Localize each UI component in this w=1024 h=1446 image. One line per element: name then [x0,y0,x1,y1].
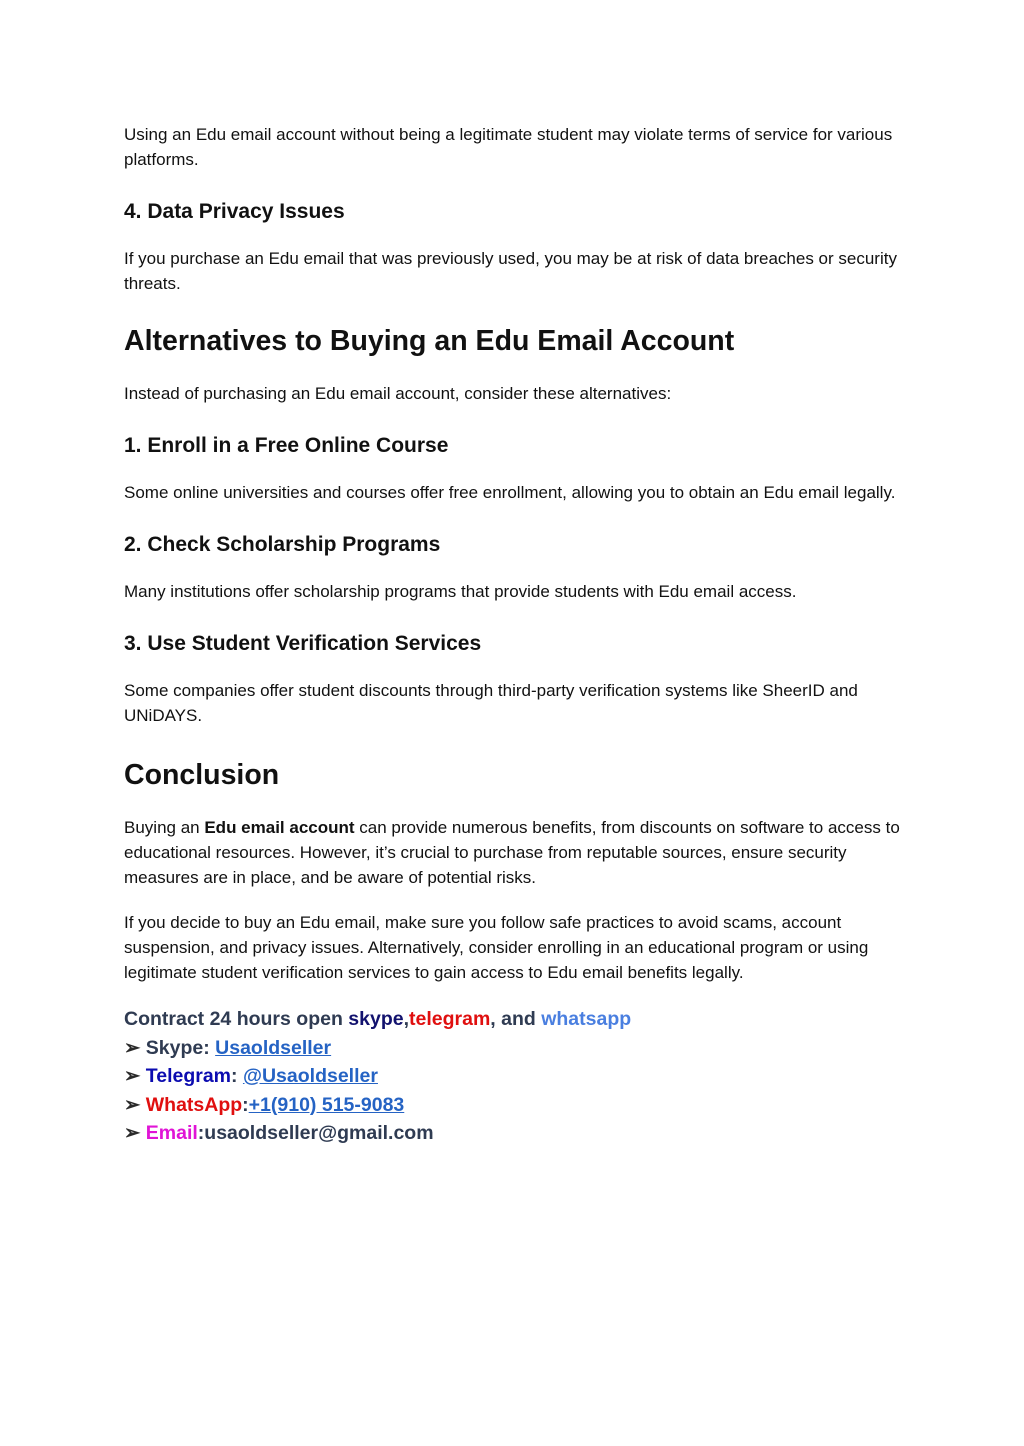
arrow-icon: ➢ [124,1036,141,1059]
telegram-word: telegram [409,1008,491,1030]
conclusion-p1-after: can provide numerous benefits, from discounts on software to access to educational resources. However, it’s crucial to purchase from reputable sources, ensure security measures are in place, and be aware of potential risks. [124,818,900,887]
risk-4-text: If you purchase an Edu email that was previously used, you may be at risk of data breaches or security threats. [124,249,897,293]
alternatives-heading: Alternatives to Buying an Edu Email Account [124,325,735,357]
contact-headline [124,1005,914,1034]
alternative-2-heading: 2. Check Scholarship Programs [124,533,441,556]
skype-word: skype [348,1008,404,1030]
contact-whatsapp-line [124,1091,914,1120]
alternative-1-heading: 1. Enroll in a Free Online Course [124,434,449,457]
telegram-link[interactable]: @Usaoldseller [242,1065,378,1087]
contact-telegram-line [124,1062,914,1091]
arrow-icon: ➢ [124,1065,141,1087]
comma: , [403,1008,409,1030]
telegram-separator: : [231,1065,243,1087]
alternative-3-text: Some companies offer student discounts through third-party verification systems like SheerID and UNiDAYS. [124,681,858,725]
whatsapp-separator: : [242,1093,249,1116]
conclusion-paragraph-2: If you decide to buy an Edu email, make sure you follow safe practices to avoid scams, account suspension, and privacy issues. Alternatively, consider enrolling in an educational program or using legitimate student verification services to gain access to Edu email benefits legally. [124,913,869,982]
conclusion-p1-before: Buying an [124,818,205,837]
skype-label: Skype: [145,1036,216,1059]
email-value: usaoldseller@gmail.com [204,1122,434,1144]
contact-block [124,1005,914,1148]
contact-email-line [124,1119,914,1148]
comma-and: , and [490,1008,542,1030]
alternative-3-heading: 3. Use Student Verification Services [124,632,482,655]
email-separator: : [197,1122,205,1144]
contact-prefix: Contract 24 hours open [124,1008,349,1030]
conclusion-heading: Conclusion [124,759,280,791]
email-label: Email [145,1122,198,1144]
alternative-1-text: Some online universities and courses offer free enrollment, allowing you to obtain an Edu email legally. [124,483,896,502]
arrow-icon: ➢ [124,1122,141,1144]
conclusion-p1-bold: Edu email account [204,818,355,837]
telegram-label: Telegram [145,1065,232,1087]
whatsapp-link[interactable]: +1(910) 515-9083 [248,1093,405,1116]
conclusion-paragraph-1 [124,815,914,890]
risk-4-heading: 4. Data Privacy Issues [124,200,345,223]
document-page [124,122,914,1148]
skype-link[interactable]: Usaoldseller [215,1036,332,1059]
intro-paragraph: Using an Edu email account without being a legitimate student may violate terms of service for various platforms. [124,125,893,169]
whatsapp-word: whatsapp [541,1008,632,1030]
contact-skype-line [124,1034,914,1063]
arrow-icon: ➢ [124,1093,141,1116]
alternatives-intro: Instead of purchasing an Edu email account, consider these alternatives: [124,384,672,403]
whatsapp-label: WhatsApp [145,1093,243,1116]
alternative-2-text: Many institutions offer scholarship programs that provide students with Edu email access. [124,582,797,601]
